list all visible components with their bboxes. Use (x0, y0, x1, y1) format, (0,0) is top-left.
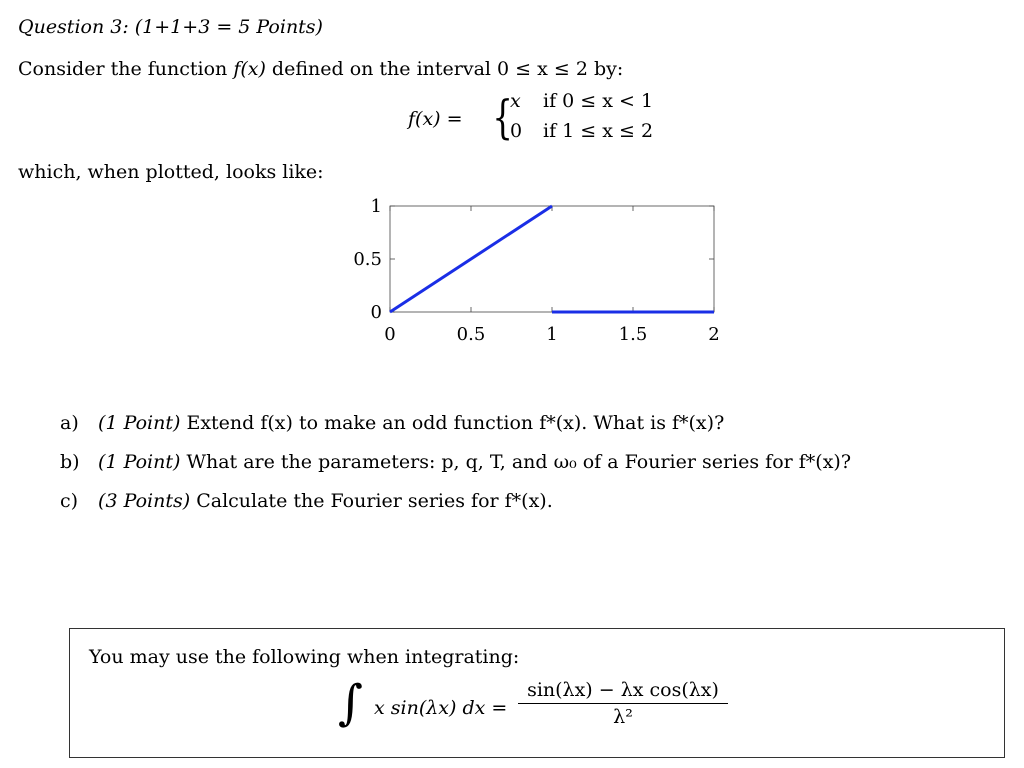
intro-line (18, 58, 623, 80)
function-plot (340, 196, 740, 356)
part-c-points: (3 Points) (98, 490, 191, 512)
piecewise-row2-condition: if 1 ≤ x ≤ 2 (543, 120, 654, 142)
y-tick-label: 0 (370, 302, 382, 323)
part-a (60, 412, 851, 451)
x-tick-label: 1 (546, 324, 558, 345)
part-b-label: b) (60, 451, 80, 473)
piecewise-definition (408, 90, 668, 150)
piecewise-brace: { (492, 90, 513, 144)
hint-integrand: x sin(λx) dx = (374, 697, 508, 719)
x-tick-label: 0 (384, 324, 396, 345)
question-parts (60, 412, 851, 529)
question-header: Question 3: (1+1+3 = 5 Points) (18, 16, 323, 38)
intro-pre: Consider the function (18, 58, 234, 80)
piecewise-row1-condition: if 0 ≤ x < 1 (543, 90, 654, 112)
intro-post: defined on the interval 0 ≤ x ≤ 2 by: (265, 58, 624, 80)
hint-formula (338, 673, 758, 753)
plot-intro: which, when plotted, looks like: (18, 161, 324, 183)
intro-func: f(x) (233, 58, 266, 80)
y-tick-label: 0.5 (353, 249, 382, 270)
piecewise-lhs: f(x) = (408, 108, 463, 130)
part-a-text: Extend f(x) to make an odd function f*(x). What is f*(x)? (186, 412, 725, 434)
part-c-label: c) (60, 490, 79, 512)
part-c (60, 490, 851, 529)
part-b (60, 451, 851, 490)
hint-fraction (518, 679, 728, 728)
series-line-segment-1 (390, 206, 552, 312)
x-tick-label: 2 (708, 324, 720, 345)
part-c-text: Calculate the Fourier series for f*(x). (196, 490, 553, 512)
piecewise-row1-value: x (510, 90, 521, 112)
part-a-points: (1 Point) (98, 412, 181, 434)
piecewise-row2-value: 0 (510, 120, 523, 142)
x-tick-label: 0.5 (456, 324, 486, 345)
hint-numerator: sin(λx) − λx cos(λx) (518, 679, 728, 704)
x-tick-label: 1.5 (618, 324, 648, 345)
part-b-points: (1 Point) (98, 451, 181, 473)
part-b-text: What are the parameters: p, q, T, and ω₀ of a Fourier series for f*(x)? (186, 451, 852, 473)
integral-sign: ∫ (338, 675, 364, 731)
part-a-label: a) (60, 412, 79, 434)
plot-frame (390, 206, 714, 312)
hint-intro: You may use the following when integrating: (89, 646, 520, 668)
hint-denominator: λ² (613, 706, 633, 728)
y-tick-label: 1 (370, 196, 382, 217)
hint-box (69, 628, 1005, 758)
